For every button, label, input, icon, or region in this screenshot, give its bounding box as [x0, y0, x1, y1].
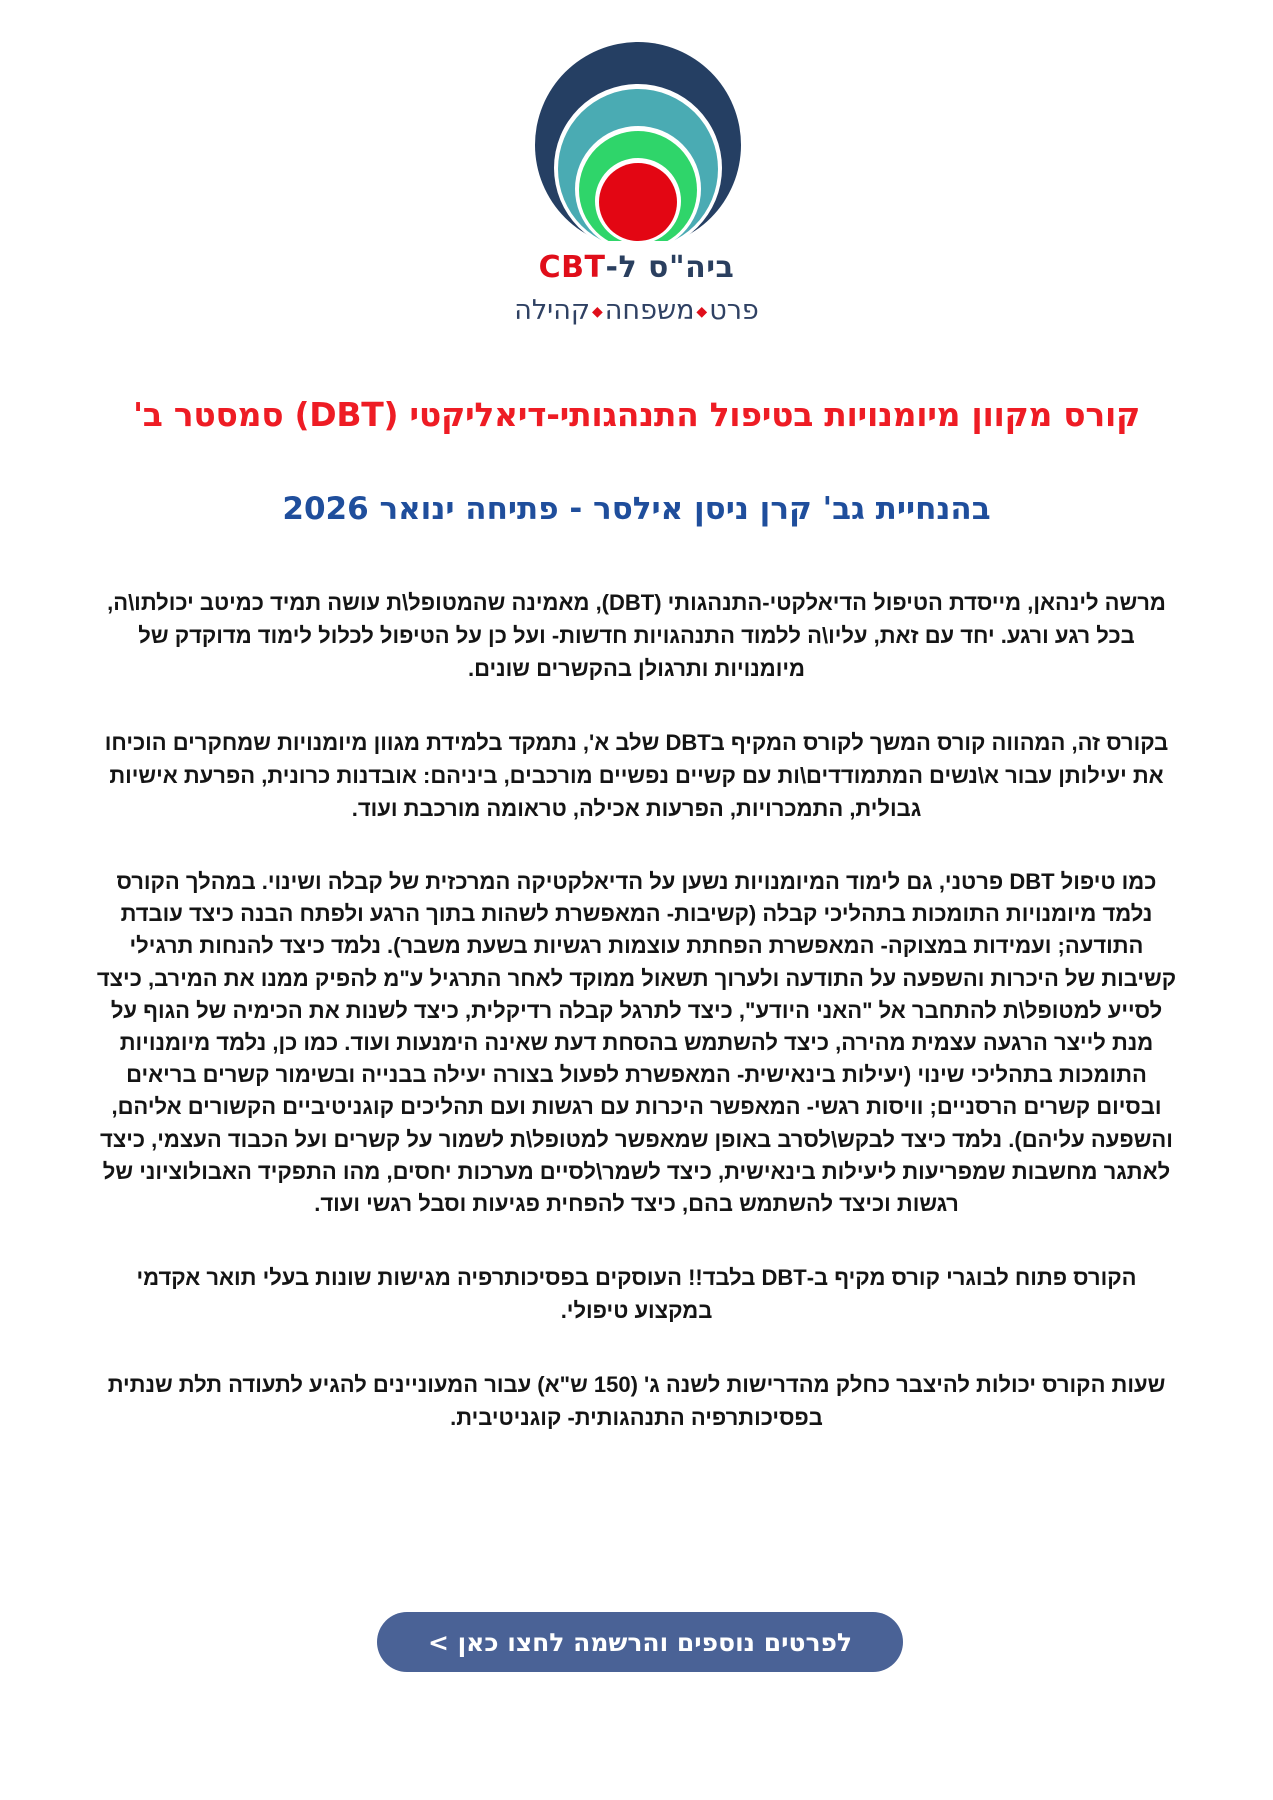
school-name: [0, 250, 1273, 285]
paragraph-course-focus: בקורס זה, המהווה קורס המשך לקורס המקיף בDBT שלב א', נתמקד בלמידת מגוון מיומנויות שמחקרים הוכיחו את יעילותן עבור א\נשים המתמודדים\ות עם קשיים נפשיים מורכבים, ביניהם: אובדנות כרונית, הפרעת אישיות גבולית, התמכרויות, הפרעות אכילה, טראומה מורכבת ועוד.: [104, 730, 1169, 821]
concentric-circles-logo-icon: [528, 40, 752, 250]
register-button[interactable]: לפרטים נוספים והרשמה לחצו כאן >: [377, 1612, 903, 1672]
diamond-icon: ◆: [696, 303, 708, 320]
tagline-part: משפחה: [604, 295, 695, 326]
paragraph-credit-hours: שעות הקורס יכולות להיצבר כחלק מהדרישות לשנה ג' (150 ש"א) עבור המעוניינים להגיע לתעודה תלת שנתית בפסיכותרפיה התנהגותית- קוגניטיבית.: [107, 1372, 1166, 1431]
paragraph-intro: מרשה לינהאן, מייסדת הטיפול הדיאלקטי-התנהגותי (DBT), מאמינה שהמטופל\ת עושה תמיד כמיטב יכולתו\ה, בכל רגע ורגע. יחד עם זאת, עליו\ה ללמוד התנהגויות חדשות- ועל כן על הטיפול לכלול לימוד מדוקדק של מיומנויות ותרגולן בהקשרים שונים.: [107, 590, 1166, 681]
tagline-part: קהילה: [514, 295, 591, 326]
paragraph-skills: כמו טיפול DBT פרטני, גם לימוד המיומנויות נשען על הדיאלקטיקה המרכזית של קבלה ושינוי. במהלך הקורס נלמד מיומנויות התומכות בתהליכי קבלה (קשיבות- המאפשרת לשהות בתוך הרגע ולפתח הבנה כיצד עובדת התודעה; ועמידות במצוקה- המאפשרת הפחתת עוצמות רגשיות בשעת משבר). נלמד כיצד להנחות תרגילי קשיבות של היכרות והשפעה על התודעה ולערוך תשאול ממוקד לאחר התרגיל ע"מ להפיק ממנו את המירב, כיצד לסייע למטופל\ת להתחבר אל "האני היודע", כיצד לתרגל קבלה רדיקלית, כיצד לשנות את הכימיה של הגוף על מנת לייצר הרגעה עצמית מהירה, כיצד להשתמש בהסחת דעת שאינה הימנעות ועוד. כמו כן, נלמד מיומנויות התומכות בתהליכי שינוי (יעילות בינאישית- המאפשרת לפעול בצורה יעילה בבנייה ובשימור קשרים בריאים ובסיום קשרים הרסניים; וויסות רגשי- המאפשר היכרות עם רגשות ועם תהליכים קוגניטיביים הקשורים אליהם, והשפעה עליהם). נלמד כיצד לבקש\לסרב באופן שמאפשר למטופל\ת לשמור על קשרים ועל הכבוד העצמי, כיצד לאתגר מחשבות שמפריעות ליעילות בינאישית, כיצד לשמר\לסיים מערכות יחסים, מהו התפקיד האבולוציוני של רגשות וכיצד להשתמש בהם, כיצד להפחית פגיעות וסבל רגשי ועוד.: [96, 869, 1177, 1217]
page-subtitle: בהנחיית גב' קרן ניסן אילסר - פתיחה ינואר 2026: [282, 490, 991, 527]
tagline-part: פרט: [709, 295, 759, 326]
body-content: [95, 586, 1178, 1475]
diamond-icon: ◆: [592, 303, 603, 320]
logo: [0, 0, 1273, 340]
school-name-prefix: ביה"ס ל-: [605, 250, 735, 285]
paragraph-eligibility: הקורס פתוח לבוגרי קורס מקיף ב-DBT בלבד!! העוסקים בפסיכותרפיה מגישות שונות בעלי תואר אקדמי במקצוע טיפולי.: [136, 1265, 1137, 1324]
page-title: קורס מקוון מיומנויות בטיפול התנהגותי-דיאליקטי (DBT) סמסטר ב': [132, 395, 1141, 435]
school-name-brand: CBT: [538, 250, 606, 285]
tagline: [0, 295, 1273, 326]
